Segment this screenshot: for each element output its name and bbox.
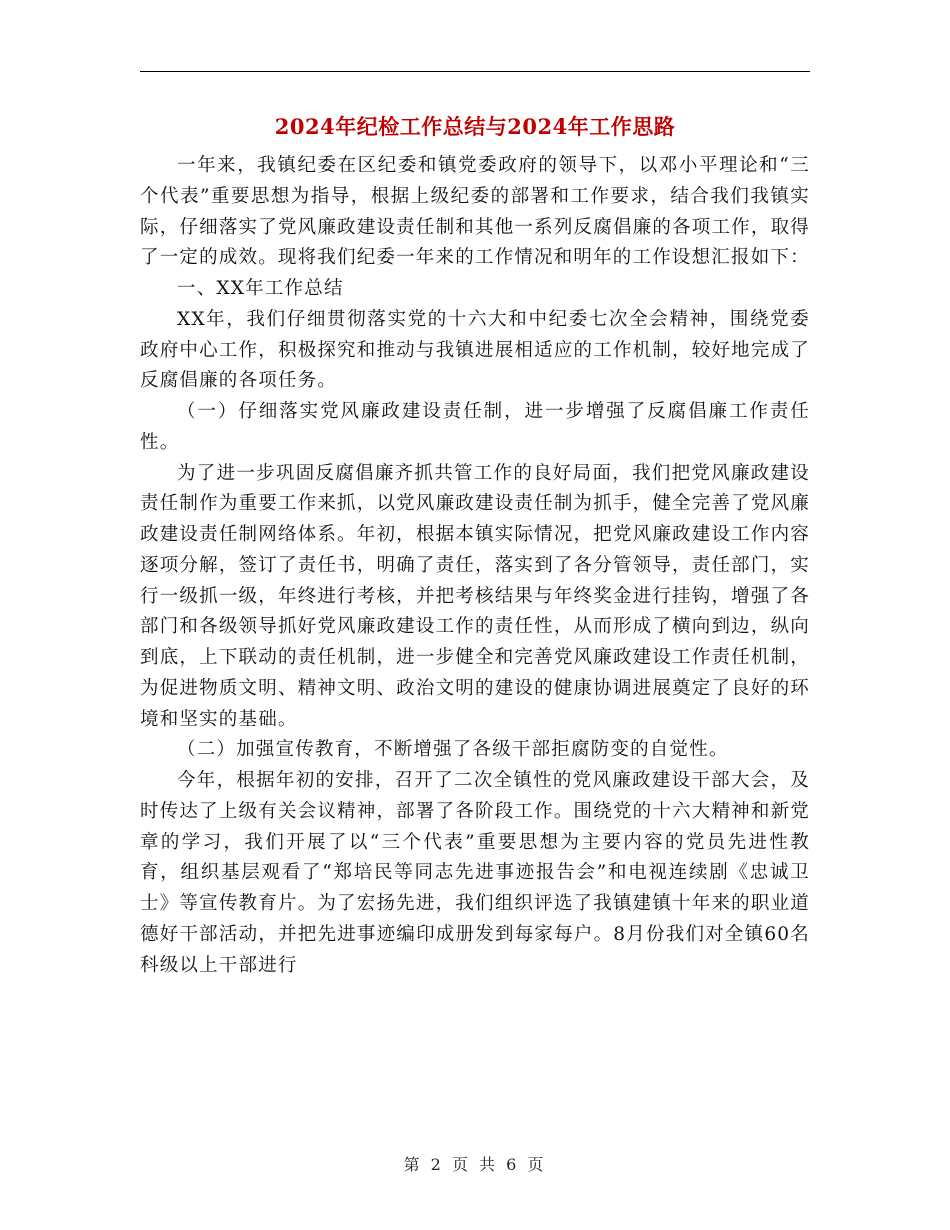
paragraph-responsibility: 为了进一步巩固反腐倡廉齐抓共管工作的良好局面，我们把党风廉政建设责任制作为重要工作来抓，以党风廉政建设责任制为抓手，健全完善了党风廉政建设责任制网络体系。年初，根据本镇实际情况，把党风廉政建设工作内容逐项分解，签订了责任书，明确了责任，落实到了各分管领导，责任部门，实行一级抓一级，年终进行考核，并把考核结果与年终奖金进行挂钩，增强了各部门和各级领导抓好党风廉政建设工作的责任性，从而形成了横向到边，纵向到底，上下联动的责任机制，进一步健全和完善党风廉政建设工作责任机制，为促进物质文明、精神文明、政治文明的建设的健康协调进展奠定了良好的环境和坚实的基础。 <box>140 462 810 730</box>
document-body <box>140 151 810 981</box>
paragraph-summary: XX年，我们仔细贯彻落实党的十六大和中纪委七次全会精神，围绕党委政府中心工作，积极探究和推动与我镇进展相适应的工作机制，较好地完成了反腐倡廉的各项任务。 <box>140 308 810 392</box>
paragraph-intro: 一年来，我镇纪委在区纪委和镇党委政府的领导下，以邓小平理论和“三个代表”重要思想为指导，根据上级纪委的部署和工作要求，结合我们我镇实际，仔细落实了党风廉政建设责任制和其他一系列反腐倡廉的各项工作，取得了一定的成效。现将我们纪委一年来的工作情况和明年的工作设想汇报如下： <box>140 155 810 269</box>
section-heading-summary: 一、XX年工作总结 <box>177 278 344 299</box>
paragraph-education: 今年，根据年初的安排，召开了二次全镇性的党风廉政建设干部大会，及时传达了上级有关会议精神，部署了各阶段工作。围绕党的十六大精神和新党章的学习，我们开展了以“三个代表”重要思想为主要内容的党员先进性教育，组织基层观看了“郑培民等同志先进事迹报告会”和电视连续剧《忠诚卫士》等宣传教育片。为了宏扬先进，我们组织评选了我镇建镇十年来的职业道德好干部活动，并把先进事迹编印成册发到每家每户。8月份我们对全镇60名科级以上干部进行 <box>140 770 810 976</box>
subheading-education: （二）加强宣传教育，不断增强了各级干部拒腐防变的自觉性。 <box>177 739 729 761</box>
document-title: 2024年纪检工作总结与2024年工作思路 <box>274 114 676 139</box>
header-rule <box>140 71 810 72</box>
page-number: 第 2 页 共 6 页 <box>403 1155 547 1174</box>
subheading-responsibility: （一）仔细落实党风廉政建设责任制，进一步增强了反腐倡廉工作责任性。 <box>140 401 810 453</box>
